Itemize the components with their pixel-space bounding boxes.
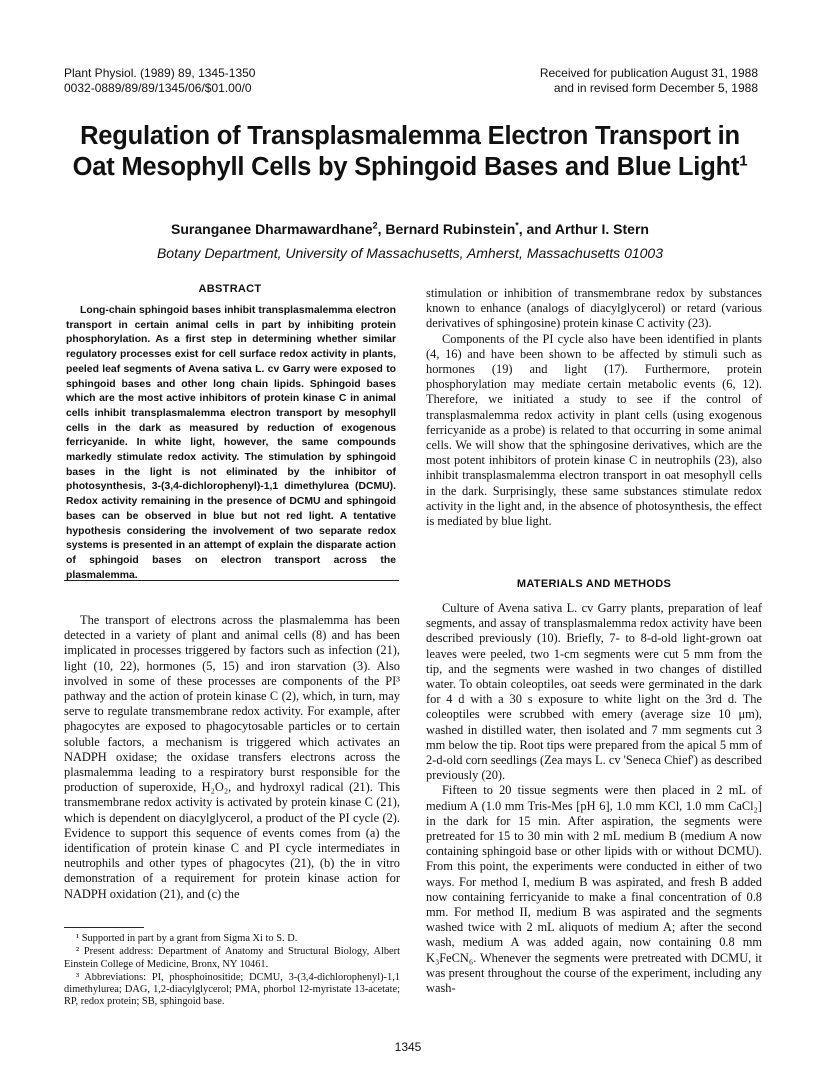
intro-paragraph-2: Components of the PI cycle also have been identified in plants (4, 16) and have been shown to be affected by stimuli such as hormones (19) and light (17). Furthermore, protein phosphorylation may mediate certain metabolic events (6, 12). Therefore, we initiated a study to see if the control of transplasmalemma redox activity in plant cells (using exogenous ferricyanide as a probe) is related to that occurring in some animal cells. We will show that the sphingosine derivatives, which are the most potent inhibitors of protein kinase C in neutrophils (23), also inhibit transplasmalemma electron transport in oat mesophyll cells in the dark. Surprisingly, these same substances stimulate redox activity in the light and, in the absence of photosynthesis, the effect is mediated by blue light. (426, 331, 762, 529)
footnote-2: ² Present address: Department of Anatomy and Structural Biology, Albert Einstein College of Medicine, Bronx, NY 10461. (64, 946, 400, 970)
abstract-divider (64, 580, 399, 581)
author-1-mark: 2 (372, 220, 378, 231)
page-number: 1345 (394, 1040, 422, 1054)
footnote-3: ³ Abbreviations: PI, phosphoinositide; DCMU, 3-(3,4-dichlorophenyl)-1,1 dimethylurea; DAG, 1,2-diacylglycerol; PMA, phorbol 12-myristate 13-acetate; RP, redox protein; SB, sphingoid base. (64, 971, 400, 1008)
methods-paragraph-2: Fifteen to 20 tissue segments were then placed in 2 mL of medium A (1.0 mm Tris-Mes [pH 6], 1.0 mm KCl, 1.0 mm CaCl₂] in the dark for 15 min. After aspiration, the segments were pretreated for 15 to 30 min with 2 mL medium B (medium A now containing sphingoid base or other lipids with or without DCMU). From this point, the experiments were conducted in either of two ways. For method I, medium B was aspirated, and fresh B added now containing ferricyanide to make a final concentration of 0.8 mm. For method II, medium B was aspirated and the segments washed twice with 2 mL aliquots of medium A; after the second wash, medium A was added again, now containing 0.8 mm K₃FeCN₆. Whenever the segments were pretreated with DCMU, it was present throughout the course of the experiment, including any wash- (426, 783, 762, 996)
footnotes (64, 933, 400, 1010)
footnote-1: ¹ Supported in part by a grant from Sigma Xi to S. D. (76, 933, 298, 944)
introduction-left-column (64, 613, 400, 902)
author-2-mark: * (515, 220, 519, 231)
paper-title (60, 121, 760, 183)
article-code: 0032-0889/89/89/1345/06/$01.00/0 (64, 81, 252, 95)
methods-heading: MATERIALS AND METHODS (516, 578, 672, 590)
methods-column (426, 601, 762, 996)
received-date: Received for publication August 31, 1988 (539, 66, 758, 80)
introduction-right-column (426, 286, 762, 529)
methods-paragraph-1: Culture of Avena sativa L. cv Garry plants, preparation of leaf segments, and assay of transplasmalemma redox activity have been described previously (10). Briefly, 7- to 8-d-old light-grown oat leaves were peeled, two 1-cm segments were cut 5 mm from the tip, and the segments were washed in two changes of distilled water. To obtain coleoptiles, oat seeds were germinated in the dark for 4 d with a 30 s exposure to white light on the 3rd d. The coleoptiles were scrubbed with emery (average size 10 μm), washed in distilled water, then isolated and 7 mm segments cut 3 mm below the tip. Root tips were prepared from the apical 5 mm of 2-d-old corn seedlings (Zea mays L. cv 'Seneca Chief') as described previously (20). (426, 601, 762, 783)
journal-citation: Plant Physiol. (1989) 89, 1345-1350 (64, 66, 256, 80)
author-2: Bernard Rubinstein (385, 221, 516, 237)
abstract-text: Long-chain sphingoid bases inhibit transplasmalemma electron transport in certain animal cells in part by inhibiting protein phosphorylation. As a first step in determining whether similar regulatory processes exist for cell surface redox activity in plants, peeled leaf segments of Avena sativa L. cv Garry were exposed to sphingoid bases and other long chain lipids. Sphingoid bases which are the most active inhibitors of protein kinase C in animal cells inhibit transplasmalemma electron transport by mesophyll cells in the dark as measured by reduction of exogenous ferricyanide. In white light, however, the same compounds markedly stimulate redox activity. The stimulation by sphingoid bases in the light is not eliminated by the inhibitor of photosynthesis, 3-(3,4-dichlorophenyl)-1,1 dimethylurea (DCMU). Redox activity remaining in the presence of DCMU and sphingoid bases can be observed in blue but not red light. A tentative hypothesis considering the involvement of two separate redox systems is presented in an attempt of explain the disparate action of sphingoid bases on electron transport across the plasmalemma. (66, 305, 396, 581)
abstract-heading: ABSTRACT (198, 283, 262, 295)
intro-paragraph-1: The transport of electrons across the plasmalemma has been detected in a variety of plant and animal cells (8) and has been implicated in processes triggered by factors such as infection (21), light (10, 22), hormones (5, 15) and iron starvation (3). Also involved in some of these processes are components of the PI³ pathway and the action of protein kinase C (2), which, in turn, may serve to regulate transmembrane redox activity. For example, after phagocytes are exposed to phagocytosable particles or to certain soluble factors, a mechanism is triggered which activates an NADPH oxidase; the oxidase transfers electrons across the plasmalemma leading to a respiratory burst responsible for the production of superoxide, H₂O₂, and hydroxyl radical (21). This transmembrane redox activity is activated by protein kinase C (21), which is dependent on diacylglycerol, a product of the PI cycle (2). Evidence to support this sequence of events comes from (a) the identification of protein kinase C and PI cycle intermediates in neutrophils and other types of phagocytes (21), (b) the in vitro demonstration of a requirement for protein kinase action for NADPH oxidation (21), and (c) the (64, 613, 400, 901)
affiliation: Botany Department, University of Massachusetts, Amherst, Massachusetts 01003 (156, 245, 664, 261)
journal-header (64, 66, 255, 96)
received-header (540, 66, 758, 96)
intro-paragraph-1-continued: stimulation or inhibition of transmembrane redox by substances known to enhance (analogs of diacylglycerol) or retard (various derivatives of sphingosine) protein kinase C activity (23). (426, 286, 762, 331)
author-list (60, 221, 760, 237)
author-separator: , (377, 221, 386, 237)
revised-date: and in revised form December 5, 1988 (553, 81, 758, 95)
paper-title-text: Regulation of Transplasmalemma Electron Transport in Oat Mesophyll Cells by Sphingoid Bases and Blue Light (72, 122, 740, 181)
author-3: Arthur I. Stern (554, 221, 649, 237)
title-footnote-mark: 1 (739, 152, 748, 170)
footnote-rule (64, 927, 144, 928)
author-1: Suranganee Dharmawardhane (171, 221, 373, 237)
author-separator: , and (518, 221, 555, 237)
